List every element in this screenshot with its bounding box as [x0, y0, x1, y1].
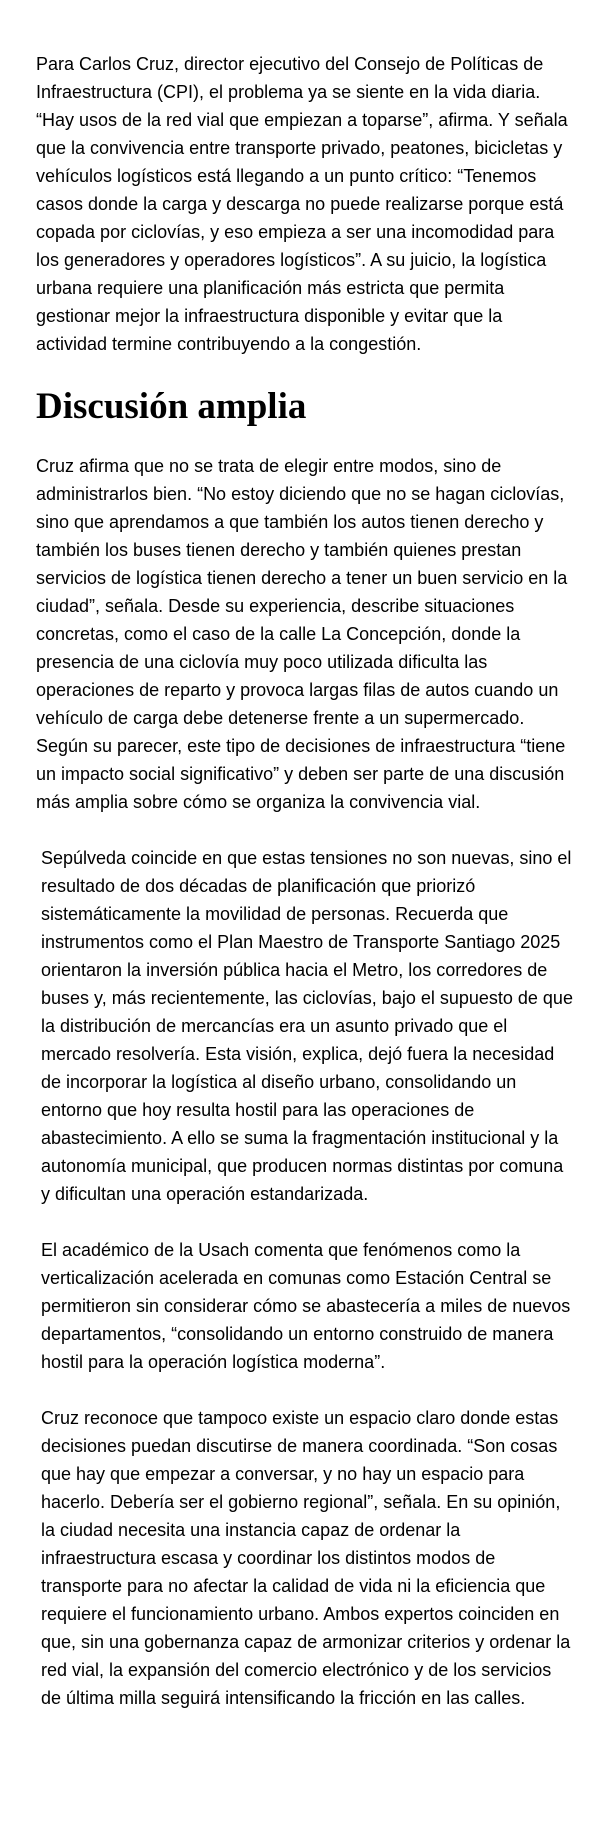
article-paragraph: Cruz reconoce que tampoco existe un espacio claro donde estas decisiones puedan discutirse de manera coordinada. “Son cosas que hay que empezar a conversar, y no hay un espacio para hacerlo. Debería ser el gobierno regional”, señala. En su opinión, la ciudad necesita una instancia capaz de ordenar la infraestructura escasa y coordinar los distintos modos de transporte para no afectar la calidad de vida ni la eficiencia que requiere el funcionamiento urbano. Ambos expertos coinciden en que, sin una gobernanza capaz de armonizar criterios y ordenar la red vial, la expansión del comercio electrónico y de los servicios de última milla seguirá intensificando la fricción en las calles.: [41, 1408, 571, 1708]
article-paragraph-group: [36, 844, 574, 1712]
article-paragraph-intro: Para Carlos Cruz, director ejecutivo del Consejo de Políticas de Infraestructura (CPI), el problema ya se siente en la vida diaria. “Hay usos de la red vial que empiezan a toparse”, afirma. Y señala que la convivencia entre transporte privado, peatones, bicicletas y vehículos logísticos está llegando a un punto crítico: “Tenemos casos donde la carga y descarga no puede realizarse porque está copada por ciclovías, y eso empieza a ser una incomodidad para los generadores y operadores logísticos”. A su juicio, la logística urbana requiere una planificación más estricta que permita gestionar mejor la infraestructura disponible y evitar que la actividad termine contribuyendo a la congestión.: [36, 54, 568, 354]
section-heading: Discusión amplia: [36, 386, 307, 427]
article-body: [36, 0, 574, 1758]
article-paragraph: Sepúlveda coincide en que estas tensiones no son nuevas, sino el resultado de dos décadas de planificación que priorizó sistemáticamente la movilidad de personas. Recuerda que instrumentos como el Plan Maestro de Transporte Santiago 2025 orientaron la inversión pública hacia el Metro, los corredores de buses y, más recientemente, las ciclovías, bajo el supuesto de que la distribución de mercancías era un asunto privado que el mercado resolvería. Esta visión, explica, dejó fuera la necesidad de incorporar la logística al diseño urbano, consolidando un entorno que hoy resulta hostil para las operaciones de abastecimiento. A ello se suma la fragmentación institucional y la autonomía municipal, que producen normas distintas por comuna y dificultan una operación estandarizada.: [41, 848, 573, 1204]
article-paragraph: El académico de la Usach comenta que fenómenos como la verticalización acelerada en comunas como Estación Central se permitieron sin considerar cómo se abastecería a miles de nuevos departamentos, “consolidando un entorno construido de manera hostil para la operación logística moderna”.: [41, 1240, 571, 1372]
article-paragraph: Cruz afirma que no se trata de elegir entre modos, sino de administrarlos bien. “No estoy diciendo que no se hagan ciclovías, sino que aprendamos a que también los autos tienen derecho y también los buses tienen derecho y también quienes prestan servicios de logística tienen derecho a tener un buen servicio en la ciudad”, señala. Desde su experiencia, describe situaciones concretas, como el caso de la calle La Concepción, donde la presencia de una ciclovía muy poco utilizada dificulta las operaciones de reparto y provoca largas filas de autos cuando un vehículo de carga debe detenerse frente a un supermercado. Según su parecer, este tipo de decisiones de infraestructura “tiene un impacto social significativo” y deben ser parte de una discusión más amplia sobre cómo se organiza la convivencia vial.: [36, 456, 568, 812]
